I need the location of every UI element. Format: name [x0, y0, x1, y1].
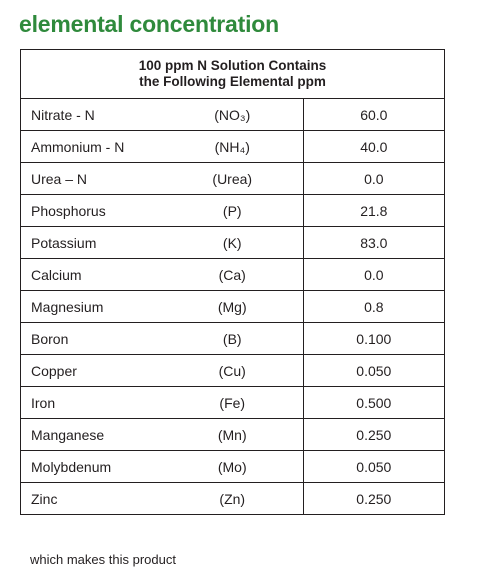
element-ppm: 40.0	[303, 131, 444, 163]
element-name: Calcium	[21, 259, 162, 291]
page-title: elemental concentration	[19, 11, 279, 37]
element-ppm: 0.050	[303, 451, 444, 483]
table-row	[21, 483, 445, 515]
table-row	[21, 227, 445, 259]
element-name: Copper	[21, 355, 162, 387]
element-name: Boron	[21, 323, 162, 355]
table-row	[21, 259, 445, 291]
table-row	[21, 387, 445, 419]
table-header-line-1: 100 ppm N Solution Contains	[138, 58, 327, 73]
table-header-line-2: the Following Elemental ppm	[139, 74, 326, 89]
element-name: Zinc	[21, 483, 162, 515]
element-ppm: 0.250	[303, 483, 444, 515]
element-name: Molybdenum	[21, 451, 162, 483]
element-symbol: (K)	[162, 227, 303, 259]
table-row	[21, 451, 445, 483]
table-row	[21, 99, 445, 131]
element-ppm: 0.500	[303, 387, 444, 419]
table-row	[21, 195, 445, 227]
table-row	[21, 355, 445, 387]
table-header	[21, 50, 445, 99]
element-name: Nitrate - N	[21, 99, 162, 131]
element-name: Iron	[21, 387, 162, 419]
element-symbol: (Mo)	[162, 451, 303, 483]
element-symbol: (Urea)	[162, 163, 303, 195]
element-ppm: 0.100	[303, 323, 444, 355]
element-name: Manganese	[21, 419, 162, 451]
elemental-concentration-table	[20, 49, 445, 515]
table-row	[21, 291, 445, 323]
element-symbol: (Mg)	[162, 291, 303, 323]
element-symbol: (Mn)	[162, 419, 303, 451]
element-symbol: (NH₄)	[162, 131, 303, 163]
element-ppm: 0.050	[303, 355, 444, 387]
element-ppm: 0.250	[303, 419, 444, 451]
table-row	[21, 131, 445, 163]
element-symbol: (Fe)	[162, 387, 303, 419]
cut-off-footer-text	[30, 549, 190, 567]
element-name: Ammonium - N	[21, 131, 162, 163]
element-ppm: 0.8	[303, 291, 444, 323]
element-ppm: 0.0	[303, 163, 444, 195]
element-symbol: (Ca)	[162, 259, 303, 291]
element-name: Urea – N	[21, 163, 162, 195]
table-row	[21, 419, 445, 451]
element-ppm: 83.0	[303, 227, 444, 259]
footer-text: which makes this product	[30, 552, 176, 567]
element-symbol: (Zn)	[162, 483, 303, 515]
table-row	[21, 163, 445, 195]
element-symbol: (Cu)	[162, 355, 303, 387]
element-ppm: 21.8	[303, 195, 444, 227]
element-ppm: 60.0	[303, 99, 444, 131]
table-row	[21, 323, 445, 355]
element-name: Magnesium	[21, 291, 162, 323]
element-symbol: (NO₃)	[162, 99, 303, 131]
element-symbol: (P)	[162, 195, 303, 227]
element-ppm: 0.0	[303, 259, 444, 291]
element-name: Potassium	[21, 227, 162, 259]
element-symbol: (B)	[162, 323, 303, 355]
table-header-row	[21, 50, 445, 99]
element-name: Phosphorus	[21, 195, 162, 227]
